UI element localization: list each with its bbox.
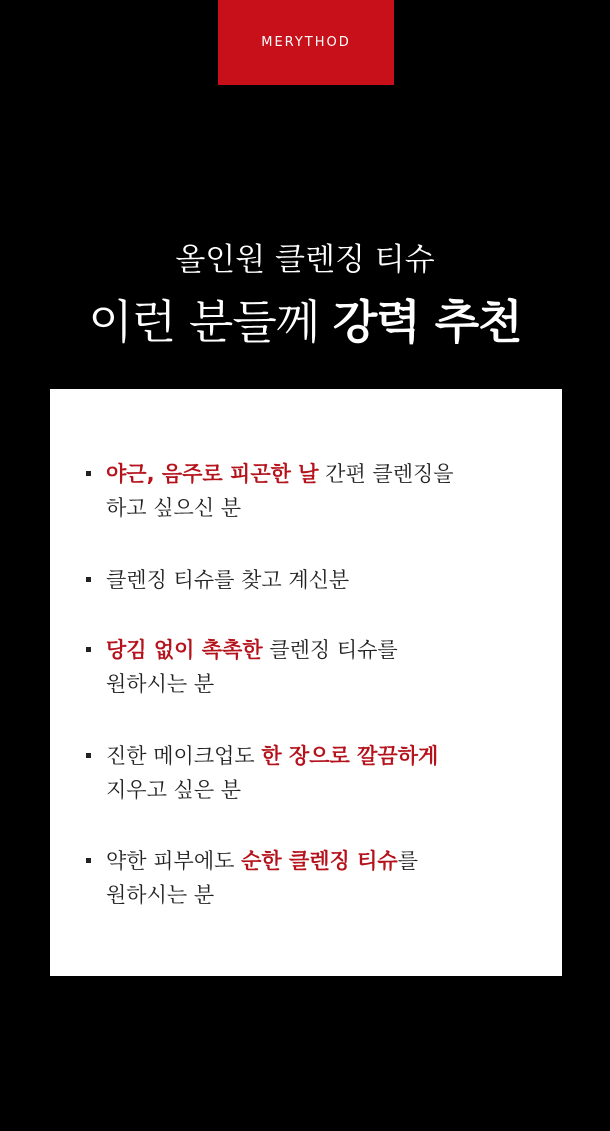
list-item-line2: 원하시는 분: [106, 672, 215, 696]
list-item-text: [106, 457, 526, 525]
list-item-text: [106, 563, 526, 597]
list-item-text: [106, 844, 526, 912]
brand-name: MERYTHOD: [261, 35, 351, 50]
list-item-highlight: 야근, 음주로 피곤한 날: [106, 462, 319, 486]
list-item-rest: 를: [397, 849, 418, 873]
list-item-rest: 클렌징 티슈를: [262, 638, 398, 662]
headline-main-plain: 이런 분들께: [88, 295, 320, 349]
headline-subtitle: 올인원 클렌징 티슈: [175, 242, 435, 278]
headline-main: [0, 290, 610, 354]
list-item-line1: 클렌징 티슈를 찾고 계신분: [106, 568, 350, 592]
headline-main-strong: 강력 추천: [332, 295, 522, 349]
list-item-highlight: 순한 클렌징 티슈: [241, 849, 398, 873]
list-item-highlight: 당김 없이 촉촉한: [106, 638, 263, 662]
list-item-rest: 간편 클렌징을: [318, 462, 454, 486]
recommendation-card: [50, 389, 562, 976]
bullet-icon: [86, 577, 91, 582]
list-item-line2: 지우고 싶은 분: [106, 778, 242, 802]
list-item-line2: 하고 싶으신 분: [106, 496, 242, 520]
list-item-text: [106, 739, 526, 807]
list-item-line2: 원하시는 분: [106, 883, 215, 907]
brand-tab: [218, 0, 394, 85]
bullet-icon: [86, 471, 91, 476]
bullet-icon: [86, 647, 91, 652]
bullet-icon: [86, 753, 91, 758]
list-item-prefix: 진한 메이크업도: [106, 744, 262, 768]
list-item-text: [106, 633, 526, 701]
list-item-prefix: 약한 피부에도: [106, 849, 242, 873]
list-item-highlight: 한 장으로 깔끔하게: [261, 744, 439, 768]
bullet-icon: [86, 858, 91, 863]
